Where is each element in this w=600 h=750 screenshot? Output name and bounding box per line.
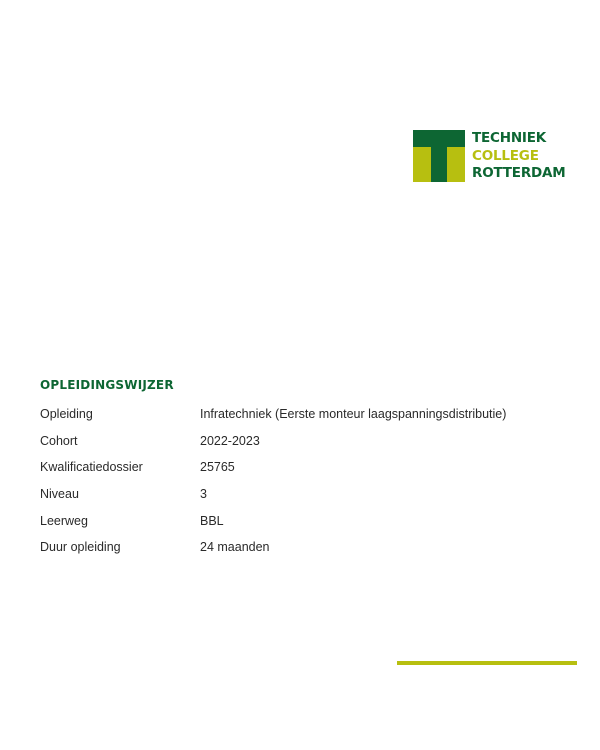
logo-line-techniek: TECHNIEK — [472, 130, 547, 146]
techniek-college-rotterdam-logo — [413, 130, 566, 184]
document-title: OPLEIDINGSWIJZER — [40, 378, 174, 392]
row-value: 2022-2023 — [200, 433, 260, 448]
table-row — [40, 454, 560, 481]
logo-wordmark — [472, 130, 566, 183]
row-value: 24 maanden — [200, 540, 270, 555]
accent-divider-bar — [397, 661, 577, 665]
table-row — [40, 481, 560, 508]
table-row — [40, 507, 560, 534]
table-row — [40, 534, 560, 561]
row-value: 3 — [200, 487, 207, 502]
row-value: Infratechniek (Eerste monteur laagspanningsdistributie) — [200, 407, 507, 422]
row-label: Opleiding — [40, 407, 93, 422]
row-label: Duur opleiding — [40, 540, 121, 555]
row-label: Niveau — [40, 487, 79, 502]
table-row — [40, 428, 560, 455]
table-row — [40, 401, 560, 428]
row-label: Kwalificatiedossier — [40, 460, 143, 475]
logo-line-rotterdam: ROTTERDAM — [472, 165, 566, 181]
logo-line-college: COLLEGE — [472, 147, 539, 164]
row-label: Cohort — [40, 433, 78, 448]
row-value: 25765 — [200, 460, 235, 475]
logo-mark-icon — [413, 130, 465, 182]
programme-info-table — [40, 401, 560, 561]
row-label: Leerweg — [40, 513, 88, 528]
row-value: BBL — [200, 513, 224, 528]
